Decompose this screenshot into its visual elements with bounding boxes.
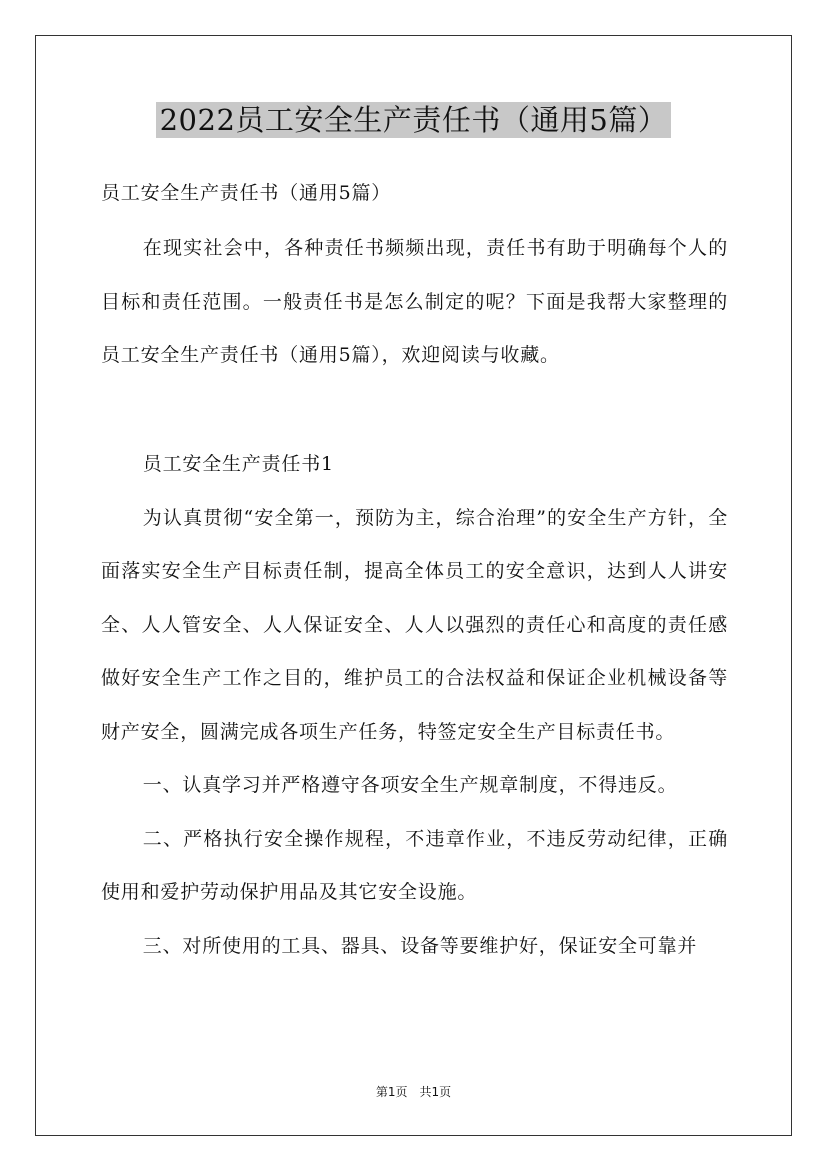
body-paragraph-1: 为认真贯彻“安全第一，预防为主，综合治理”的安全生产方针，全面落实安全生产目标责任制，提高全体员工的安全意识，达到人人讲安全、人人管安全、人人保证安全、人人以强烈的责任心和高度的责任感做好安全生产工作之目的，维护员工的合法权益和保证企业机械设备等财产安全，圆满完成各项生产任务，特签定安全生产目标责任书。 [101,506,728,743]
document-title [0,100,827,140]
section-block [101,438,728,973]
body-paragraph-4: 三、对所使用的工具、器具、设备等要维护好，保证安全可靠并 [142,934,698,957]
page-footer: 第1页 共1页 [375,1085,452,1099]
document-title-text: 2022员工安全生产责任书（通用5篇） [156,102,672,138]
body-paragraph-3: 二、严格执行安全操作规程，不违章作业，不违反劳动纪律，正确使用和爱护劳动保护用品及其它安全设施。 [101,827,728,903]
section-heading: 员工安全生产责任书1 [142,453,334,475]
intro-block [101,222,728,383]
intro-paragraph: 在现实社会中，各种责任书频频出现，责任书有助于明确每个人的目标和责任范围。一般责任书是怎么制定的呢？下面是我帮大家整理的员工安全生产责任书（通用5篇），欢迎阅读与收藏。 [101,237,728,366]
document-subtitle: 员工安全生产责任书（通用5篇） [101,182,392,204]
body-paragraph-2: 一、认真学习并严格遵守各项安全生产规章制度，不得违反。 [142,774,678,796]
